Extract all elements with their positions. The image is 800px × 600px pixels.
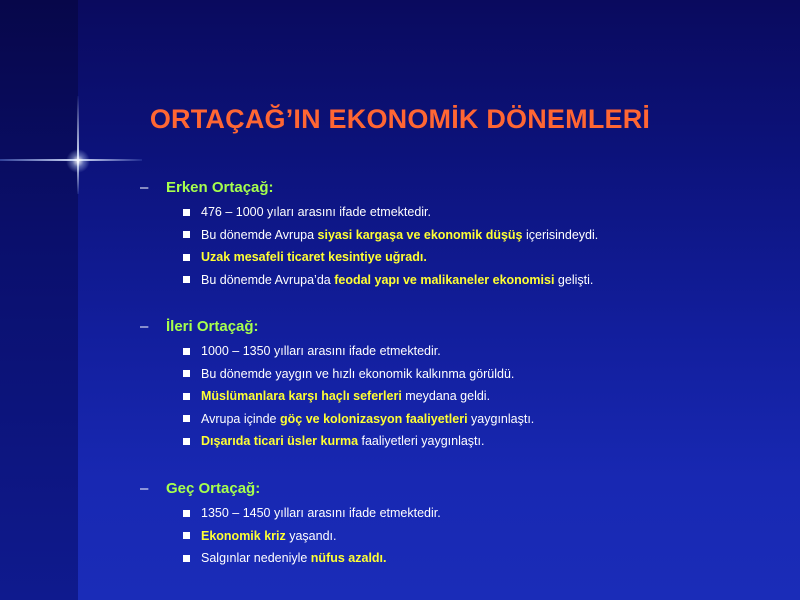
plain-text: Bu dönemde Avrupa’da: [201, 272, 335, 287]
bullet-text: [201, 506, 441, 520]
highlight-text: Uzak mesafeli ticaret kesintiye uğradı.: [201, 250, 427, 265]
bullet-text: [201, 412, 534, 426]
bullet-text: [201, 529, 336, 543]
square-bullet-icon: [183, 438, 190, 445]
bullet-item: [183, 385, 534, 408]
plain-text: gelişti.: [554, 272, 594, 287]
section-heading: [140, 179, 598, 196]
square-bullet-icon: [183, 254, 190, 261]
bullet-item: [183, 201, 598, 224]
bullet-item: [183, 269, 598, 292]
plain-text: içerisindeydi.: [522, 227, 599, 242]
section-heading: [140, 318, 534, 335]
square-bullet-icon: [183, 555, 190, 562]
square-bullet-icon: [183, 231, 190, 238]
dash-bullet-icon: –: [140, 179, 149, 196]
plain-text: faaliyetleri yaygınlaştı.: [358, 434, 485, 449]
plain-text: 1000 – 1350 yılları arasını ifade etmektedir.: [201, 344, 441, 359]
bullet-text: [201, 250, 427, 264]
bullet-text: [201, 205, 431, 219]
highlight-text: siyasi kargaşa ve ekonomik düşüş: [317, 227, 523, 242]
plain-text: yaygınlaştı.: [467, 411, 535, 426]
section-heading-text: İleri Ortaçağ:: [166, 318, 259, 335]
square-bullet-icon: [183, 393, 190, 400]
square-bullet-icon: [183, 510, 190, 517]
square-bullet-icon: [183, 415, 190, 422]
bullet-text: [201, 389, 490, 403]
highlight-text: Dışarıda ticari üsler kurma: [201, 434, 359, 449]
highlight-text: feodal yapı ve malikaneler ekonomisi: [334, 272, 555, 287]
bullet-text: [201, 434, 484, 448]
bullet-item: [183, 224, 598, 247]
bullet-item: [183, 246, 598, 269]
left-decor-band: [0, 0, 78, 600]
sparkle-icon: [66, 149, 90, 173]
square-bullet-icon: [183, 209, 190, 216]
bullet-text: [201, 273, 593, 287]
section-heading: [140, 480, 441, 497]
highlight-text: nüfus azaldı.: [310, 551, 387, 566]
section-heading-text: Erken Ortaçağ:: [166, 179, 274, 196]
bullet-text: [201, 344, 441, 358]
section-ileri-ortacag: [140, 318, 534, 453]
plain-text: Avrupa içinde: [201, 411, 280, 426]
plain-text: Bu dönemde Avrupa: [201, 227, 318, 242]
plain-text: yaşandı.: [285, 528, 337, 543]
highlight-text: göç ve kolonizasyon faaliyetleri: [280, 411, 468, 426]
bullet-item: [183, 340, 534, 363]
square-bullet-icon: [183, 348, 190, 355]
bullet-list: [183, 502, 441, 570]
bullet-text: [201, 228, 598, 242]
section-erken-ortacag: [140, 179, 598, 291]
highlight-text: Ekonomik kriz: [201, 528, 286, 543]
bullet-item: [183, 525, 441, 548]
bullet-text: [201, 367, 514, 381]
square-bullet-icon: [183, 532, 190, 539]
plain-text: 476 – 1000 yıları arasını ifade etmektedir.: [201, 205, 431, 220]
highlight-text: Müslümanlara karşı haçlı seferleri: [201, 389, 402, 404]
plain-text: Salgınlar nedeniyle: [201, 551, 311, 566]
bullet-item: [183, 547, 441, 570]
square-bullet-icon: [183, 276, 190, 283]
slide-title: ORTAÇAĞ’IN EKONOMİK DÖNEMLERİ: [149, 104, 651, 134]
dash-bullet-icon: –: [140, 318, 149, 335]
square-bullet-icon: [183, 370, 190, 377]
plain-text: 1350 – 1450 yılları arasını ifade etmektedir.: [201, 506, 441, 521]
plain-text: Bu dönemde yaygın ve hızlı ekonomik kalkınma görüldü.: [201, 366, 515, 381]
bullet-item: [183, 363, 534, 386]
section-heading-text: Geç Ortaçağ:: [166, 480, 261, 497]
bullet-list: [183, 201, 598, 291]
bullet-item: [183, 502, 441, 525]
plain-text: meydana geldi.: [401, 389, 491, 404]
bullet-item: [183, 408, 534, 431]
bullet-list: [183, 340, 534, 453]
dash-bullet-icon: –: [140, 480, 149, 497]
bullet-item: [183, 430, 534, 453]
bullet-text: [201, 551, 387, 565]
section-gec-ortacag: [140, 480, 441, 570]
